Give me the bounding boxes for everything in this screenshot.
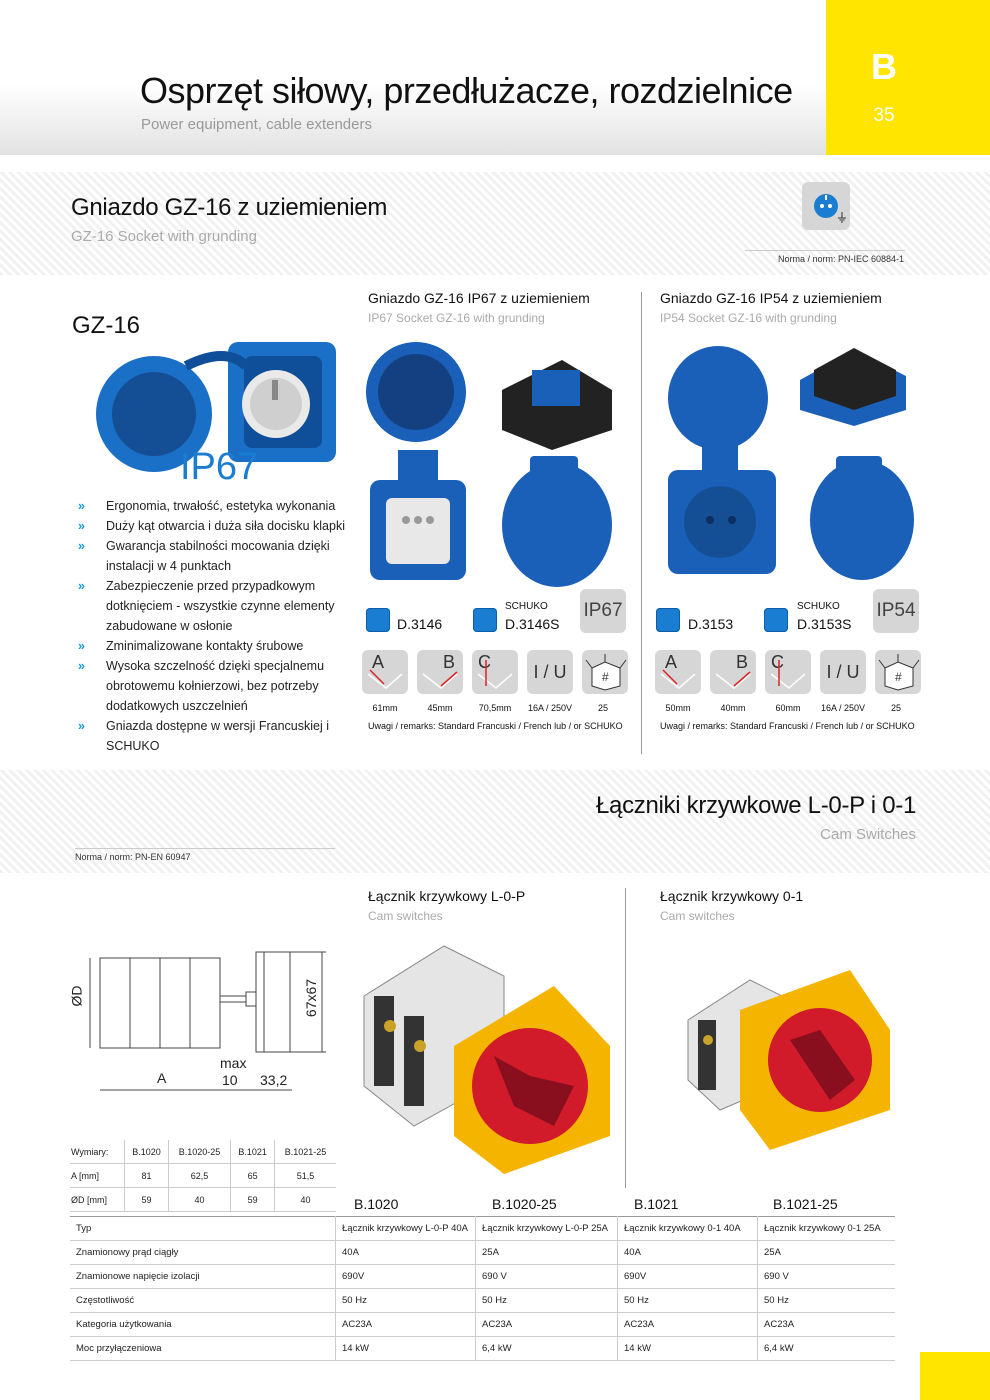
color-swatch-blue	[764, 608, 788, 632]
spec-value: 40mm	[720, 703, 746, 713]
chevron-right-icon: »	[78, 579, 85, 593]
current-voltage-icon: I / U	[820, 650, 866, 694]
ip67-socket-image	[362, 330, 632, 590]
color-swatch-blue	[473, 608, 497, 632]
product-subtitle: Cam switches	[368, 909, 443, 923]
section-letter: B	[871, 46, 897, 87]
spec-icons-row	[362, 650, 632, 700]
dimension-b-icon: B	[417, 650, 463, 694]
chevron-right-icon: »	[78, 719, 85, 733]
ip-badge: IP67	[580, 589, 626, 633]
product-code-schuko: D.3146S	[505, 616, 560, 632]
package-icon: #	[875, 650, 921, 694]
chevron-right-icon: »	[78, 639, 85, 653]
drawing-label-size: 67x67	[303, 978, 320, 1018]
spec-value: 25	[597, 703, 608, 713]
product-code: D.3153	[688, 616, 734, 632]
socket-norm: Norma / norm: PN-IEC 60884-1	[778, 254, 905, 264]
model-header: B.1020	[354, 1196, 399, 1212]
spec-value: 45mm	[427, 703, 453, 713]
table-row: ØD [mm] 59 40 59 40	[70, 1188, 336, 1212]
dimension-b-icon: B	[710, 650, 756, 694]
cam-switch-01-image	[680, 960, 900, 1160]
feature-item: » Gwarancja stabilności mocowania dzięki instalacji w 4 punktach	[78, 536, 348, 576]
drawing-label-10: 10	[222, 1072, 238, 1088]
remarks: Uwagi / remarks: Standard Francuski / French lub / or SCHUKO	[660, 721, 915, 731]
spec-value: 60mm	[775, 703, 801, 713]
chevron-right-icon: »	[78, 519, 85, 533]
table-row: Typ Łącznik krzywkowy L-0-P 40A Łącznik krzywkowy L-0-P 25A Łącznik krzywkowy 0-1 40A Łącznik krzywkowy 0-1 25A	[70, 1217, 895, 1241]
dimension-table	[70, 1140, 336, 1212]
spec-table	[70, 1216, 895, 1361]
model-header: B.1021	[634, 1196, 679, 1212]
current-voltage-icon: I / U	[527, 650, 573, 694]
model-title: GZ-16	[72, 312, 141, 339]
chevron-right-icon: »	[78, 659, 85, 673]
spec-value: 16A / 250V	[820, 703, 866, 713]
divider	[75, 848, 335, 849]
feature-item: » Zminimalizowane kontakty śrubowe	[78, 636, 348, 656]
drawing-label-od: ØD	[68, 985, 85, 1007]
remarks: Uwagi / remarks: Standard Francuski / French lub / or SCHUKO	[368, 721, 623, 731]
schuko-label: SCHUKO	[505, 601, 548, 612]
dimension-a-icon: A	[655, 650, 701, 694]
socket-section-title: Gniazdo GZ-16 z uziemieniem	[71, 194, 388, 221]
product-subtitle: IP67 Socket GZ-16 with grunding	[368, 311, 545, 325]
spec-value: 61mm	[372, 703, 398, 713]
column-divider	[641, 292, 642, 754]
schuko-label: SCHUKO	[797, 601, 840, 612]
footer-tab	[920, 1352, 990, 1400]
product-code-schuko: D.3153S	[797, 616, 852, 632]
table-row: Częstotliwość 50 Hz 50 Hz 50 Hz 50 Hz	[70, 1289, 895, 1313]
table-row: A [mm] 81 62,5 65 51,5	[70, 1164, 336, 1188]
dimension-c-icon: C	[472, 650, 518, 694]
feature-item: » Duży kąt otwarcia i duża siła docisku klapki	[78, 516, 348, 536]
table-row: Wymiary: B.1020 B.1020-25 B.1021 B.1021-25	[70, 1140, 336, 1164]
product-title: Łącznik krzywkowy L-0-P	[368, 888, 526, 904]
cam-section-title: Łączniki krzywkowe L-0-P i 0-1	[595, 792, 916, 819]
dimension-a-icon: A	[362, 650, 408, 694]
cam-norm: Norma / norm: PN-EN 60947	[75, 852, 191, 862]
chevron-right-icon: »	[78, 539, 85, 553]
spec-value: 70,5mm	[478, 703, 512, 713]
color-swatch-blue	[656, 608, 680, 632]
model-header: B.1020-25	[492, 1196, 557, 1212]
socket-section-subtitle: GZ-16 Socket with grunding	[71, 228, 257, 245]
socket-symbol	[802, 182, 850, 230]
drawing-label-depth: 33,2	[260, 1072, 288, 1088]
color-swatch-blue	[366, 608, 390, 632]
ip54-socket-image	[654, 330, 924, 590]
table-row: Znamionowe napięcie izolacji 690V 690 V 690V 690 V	[70, 1265, 895, 1289]
table-row: Znamionowy prąd ciągły 40A 25A 40A 25A	[70, 1241, 895, 1265]
ip-rating: IP67	[180, 446, 259, 488]
spec-value: 25	[890, 703, 901, 713]
product-title: Gniazdo GZ-16 IP54 z uziemieniem	[660, 290, 882, 306]
page-subtitle: Power equipment, cable extenders	[141, 116, 372, 133]
grounded-socket-icon	[802, 182, 850, 230]
spec-value: 16A / 250V	[527, 703, 573, 713]
feature-item: » Zabezpieczenie przed przypadkowym dotknięciem - wszystkie czynne elementy zabudowane w osłonie	[78, 576, 348, 636]
product-title: Łącznik krzywkowy 0-1	[660, 888, 804, 904]
model-header: B.1021-25	[773, 1196, 838, 1212]
table-row: Moc przyłączeniowa 14 kW 6,4 kW 14 kW 6,4 kW	[70, 1337, 895, 1361]
product-subtitle: Cam switches	[660, 909, 735, 923]
feature-item: » Wysoka szczelność dzięki specjalnemu obrotowemu kołnierzowi, bez potrzeby dodatkowych uszczelnień	[78, 656, 348, 716]
technical-drawing	[60, 940, 340, 1100]
feature-list	[78, 496, 348, 756]
table-row: Kategoria użytkowania AC23A AC23A AC23A AC23A	[70, 1313, 895, 1337]
divider	[745, 250, 905, 251]
ip-badge: IP54	[873, 589, 919, 633]
drawing-label-max: max	[220, 1055, 247, 1071]
drawing-label-a: A	[157, 1070, 167, 1086]
spec-icons-row	[655, 650, 925, 700]
column-divider	[625, 888, 626, 1188]
cam-section-subtitle: Cam Switches	[820, 826, 916, 843]
product-code: D.3146	[397, 616, 443, 632]
feature-item: » Ergonomia, trwałość, estetyka wykonania	[78, 496, 348, 516]
product-title: Gniazdo GZ-16 IP67 z uziemieniem	[368, 290, 590, 306]
dimension-c-icon: C	[765, 650, 811, 694]
cam-switch-l0p-image	[354, 936, 614, 1176]
chevron-right-icon: »	[78, 499, 85, 513]
feature-item: » Gniazda dostępne w wersji Francuskiej i SCHUKO	[78, 716, 348, 756]
page-title: Osprzęt siłowy, przedłużacze, rozdzielnice	[140, 70, 793, 111]
package-icon: #	[582, 650, 628, 694]
product-subtitle: IP54 Socket GZ-16 with grunding	[660, 311, 837, 325]
page-number: 35	[873, 105, 895, 126]
spec-value: 50mm	[665, 703, 691, 713]
